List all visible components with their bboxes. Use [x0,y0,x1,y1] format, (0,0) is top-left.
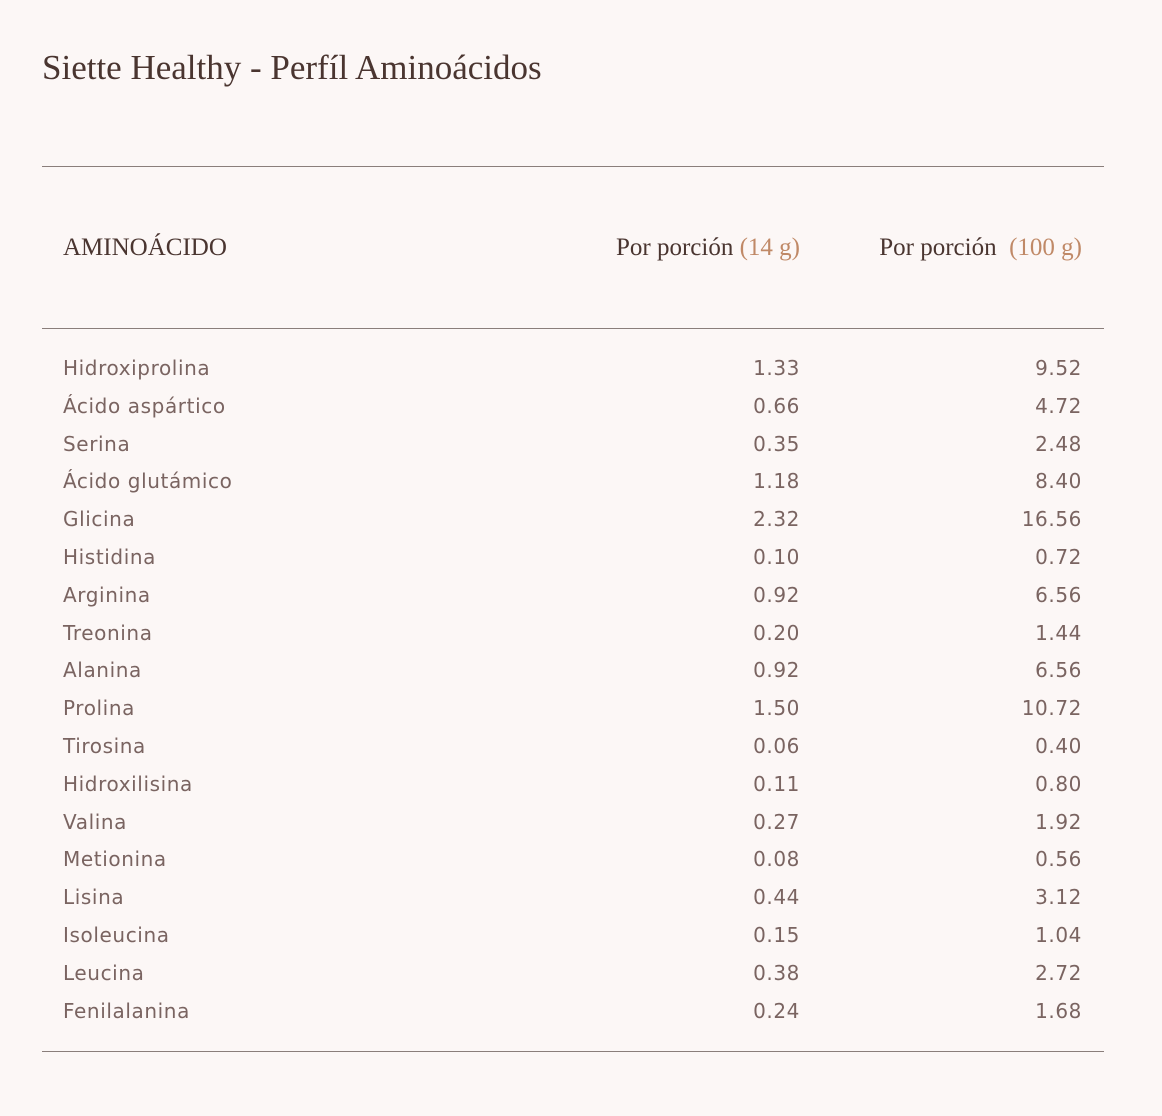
per-serving-value: 0.10 [753,544,800,569]
per-serving-value: 0.24 [753,998,800,1023]
aminoacid-name: Hidroxilisina [63,771,193,796]
header-per-100g-unit: (100 g) [1009,234,1082,261]
per-serving-value: 0.38 [753,960,800,985]
per-serving-value: 1.33 [753,356,800,380]
per-serving-value: 0.66 [753,393,800,418]
table-row [0,804,1162,842]
per-serving-value: 0.92 [753,658,800,683]
per-100g-value: 8.40 [1035,469,1082,494]
table-header [0,228,1162,268]
aminoacid-name: Ácido aspártico [63,393,226,418]
aminoacid-name: Histidina [63,544,156,569]
aminoacid-name: Tirosina [63,733,146,758]
aminoacid-name: Prolina [63,696,135,721]
aminoacid-name: Leucina [63,960,145,985]
table-row [0,841,1162,879]
per-serving-value: 0.06 [753,733,800,758]
per-100g-value: 1.44 [1035,620,1082,645]
table-row [0,652,1162,690]
per-100g-value: 1.04 [1035,922,1082,947]
per-100g-value: 6.56 [1035,582,1082,607]
table-row [0,463,1162,501]
table-row [0,690,1162,728]
table-row [0,728,1162,766]
per-100g-value: 1.68 [1035,998,1082,1023]
per-serving-value: 2.32 [753,507,800,532]
table-row [0,917,1162,955]
per-100g-value: 4.72 [1035,393,1082,418]
header-aminoacid: AMINOÁCIDO [63,234,227,261]
aminoacid-name: Arginina [63,582,151,607]
header-per-100g-label: Por porción [879,234,997,261]
header-per-serving-unit: (14 g) [739,234,800,261]
aminoacid-name: Treonina [63,620,153,645]
per-serving-value: 0.08 [753,847,800,872]
aminoacid-name: Ácido glutámico [63,469,233,494]
per-100g-value: 0.56 [1035,847,1082,872]
aminoacid-name: Metionina [63,847,167,872]
aminoacid-name: Lisina [63,885,125,910]
per-100g-value: 0.80 [1035,771,1082,796]
table-row [0,501,1162,539]
per-100g-value: 3.12 [1035,885,1082,910]
table-row [0,615,1162,653]
table-row [0,993,1162,1031]
per-serving-value: 0.15 [753,922,800,947]
per-serving-value: 1.18 [753,469,800,494]
per-serving-value: 1.50 [753,696,800,721]
per-serving-value: 0.35 [753,431,800,456]
table-header-divider [42,328,1104,329]
table-row [0,955,1162,993]
table-row [0,350,1162,388]
table-row [0,577,1162,615]
header-per-100g [879,228,1082,268]
table-top-divider [42,166,1104,167]
per-serving-value: 0.44 [753,885,800,910]
aminoacid-name: Alanina [63,658,142,683]
per-100g-value: 1.92 [1035,809,1082,834]
per-serving-value: 0.27 [753,809,800,834]
header-per-serving-label: Por porción [615,234,734,261]
per-100g-value: 16.56 [1021,507,1082,532]
per-serving-value: 0.92 [753,582,800,607]
per-100g-value: 2.72 [1035,960,1082,985]
header-per-serving [616,228,800,268]
table-row [0,879,1162,917]
table-row [0,426,1162,464]
aminoacid-name: Hidroxiprolina [63,356,211,380]
table-bottom-divider [42,1051,1104,1052]
per-100g-value: 0.72 [1035,544,1082,569]
table-row [0,388,1162,426]
aminoacid-name: Valina [63,809,128,834]
page-title: Siette Healthy - Perfíl Aminoácidos [42,48,542,87]
per-serving-value: 0.20 [753,620,800,645]
aminoacid-name: Glicina [63,507,136,532]
table-row [0,766,1162,804]
per-100g-value: 9.52 [1035,356,1082,380]
per-100g-value: 10.72 [1021,696,1082,721]
table-row [0,539,1162,577]
per-100g-value: 2.48 [1035,431,1082,456]
table-body [0,350,1162,1030]
aminoacid-name: Isoleucina [63,922,170,947]
aminoacid-name: Fenilalanina [63,998,190,1023]
per-100g-value: 0.40 [1035,733,1082,758]
aminoacid-name: Serina [63,431,131,456]
per-serving-value: 0.11 [753,771,800,796]
per-100g-value: 6.56 [1035,658,1082,683]
